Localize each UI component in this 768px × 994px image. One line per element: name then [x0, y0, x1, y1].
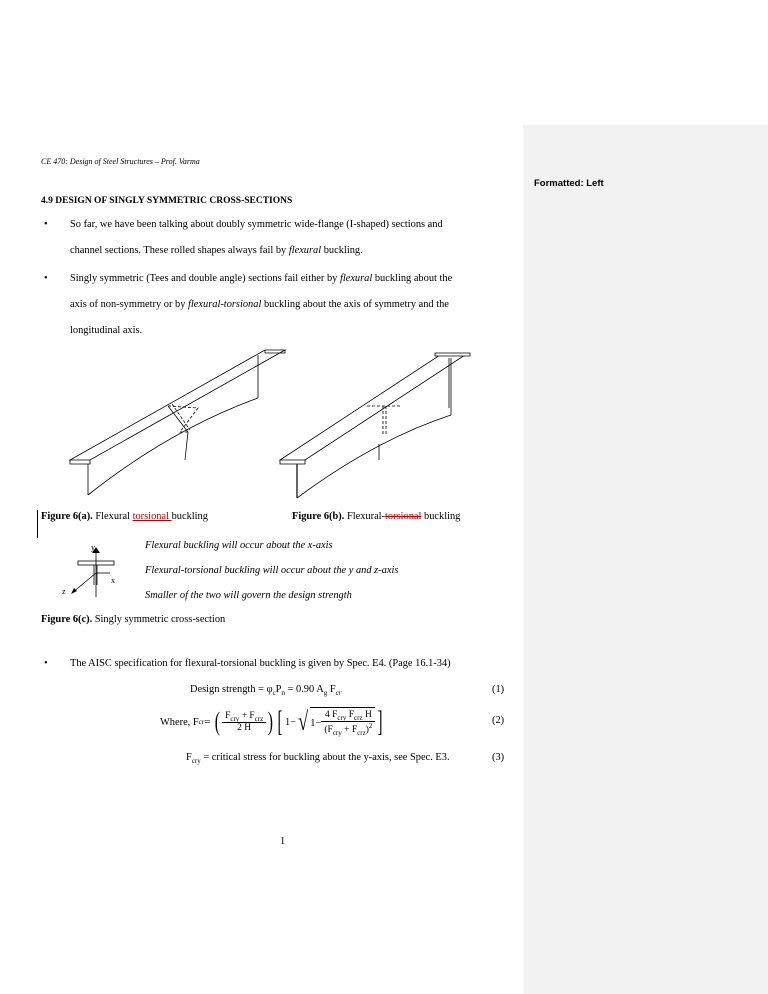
note-govern: Smaller of the two will govern the design strength: [145, 590, 352, 601]
page-number: 1: [280, 836, 286, 847]
formatting-comment[interactable]: Formatted: Left: [534, 178, 604, 189]
document-page: Formatted: Left CE 470: Design of Steel Structures – Prof. Varma 4.9 DESIGN OF SINGLY SYMMETRIC CROSS-SECTIONS • So far, we have been talking about doubly symmetric wide-flange (I-shaped) sections and channel sections. These rolled shapes always fail by flexural buckling. • Singly symmetric (Tees and double angle) sections fail either by flexural buckling about the axis of non-symmetry or by flexural-torsional buckling about the axis of symmetry and the longitudinal axis. Figure 6(a). Flexural torsional buckling Figure 6(b). Flexural-torsional buckling y x z Flexural buckling will occur about the x-axis Flexural-torsional buckling will occur about the y and z-axis Smaller of the two will govern the design strength Figure 6(c). Singly symmetric cross-section • The AISC specification for flexural-torsional buckling is given by Spec. E4. (Page 16.1-34) Design strength = $\varphi_cP_n = 0.90$ $A_g$ $F_{cr}$ (1) Where, F cr = ( $\frac{F_{cry} + F_{crz}}{2 H}$ ) [ 1 − √ 1 − $\frac{4 F_{cry} F_{crz} H}{(F_{cry} + F_{crz})^2}$ ] (2) $F_{cry}$ = critical stress for buckling about the y-axis, see Spec. E3. (3) 1: [0, 0, 768, 994]
axis-z-label: z: [62, 587, 66, 596]
bullet-aisc-spec: • The AISC specification for flexural-torsional buckling is given by Spec. E4. (Page 16.1-34): [44, 658, 451, 669]
figure-6a-drawing: [60, 340, 300, 502]
axis-y-label: y: [91, 543, 95, 552]
axis-x-label: x: [111, 576, 115, 585]
comment-pane: [523, 125, 768, 994]
bullet-dot: •: [44, 219, 48, 230]
bullet-dot: •: [44, 273, 48, 284]
caption-figure-6b: Figure 6(b). Flexural-torsional buckling: [292, 511, 461, 522]
section-heading: 4.9 DESIGN OF SINGLY SYMMETRIC CROSS-SECTIONS: [41, 196, 293, 206]
equation-2: Where, F cr = ( $\frac{F_{cry} + F_{crz}}{2 H}$ ) [ 1 − √ 1 − $\frac{4 F_{cry} F_{crz} H}{(F_{cry} + F_{crz})^2}$ ]: [160, 705, 383, 738]
equation-3-number: (3): [492, 752, 505, 763]
equation-3: $F_{cry}$ = critical stress for buckling about the y-axis, see Spec. E3.: [186, 752, 450, 766]
bullet-dot: •: [44, 658, 48, 669]
figure-6b-drawing: [275, 340, 505, 502]
note-flexural-torsional: Flexural-torsional buckling will occur about the y and z-axis: [145, 565, 399, 576]
equation-1-number: (1): [492, 684, 505, 695]
note-flexural: Flexural buckling will occur about the x-axis: [145, 540, 333, 551]
equation-2-number: (2): [492, 715, 505, 726]
inserted-text[interactable]: torsional: [132, 511, 172, 522]
caption-figure-6a: Figure 6(a). Flexural torsional buckling: [41, 511, 208, 522]
change-bar: [37, 510, 38, 538]
equation-1: Design strength = $\varphi_cP_n = 0.90$ $A_g$ $F_{cr}$: [190, 684, 342, 698]
caption-figure-6c: Figure 6(c). Singly symmetric cross-section: [41, 614, 226, 625]
deleted-text[interactable]: torsional: [385, 511, 422, 522]
page-header: CE 470: Design of Steel Structures – Prof. Varma: [41, 157, 200, 166]
figure-6c-cross-section: [60, 545, 132, 603]
